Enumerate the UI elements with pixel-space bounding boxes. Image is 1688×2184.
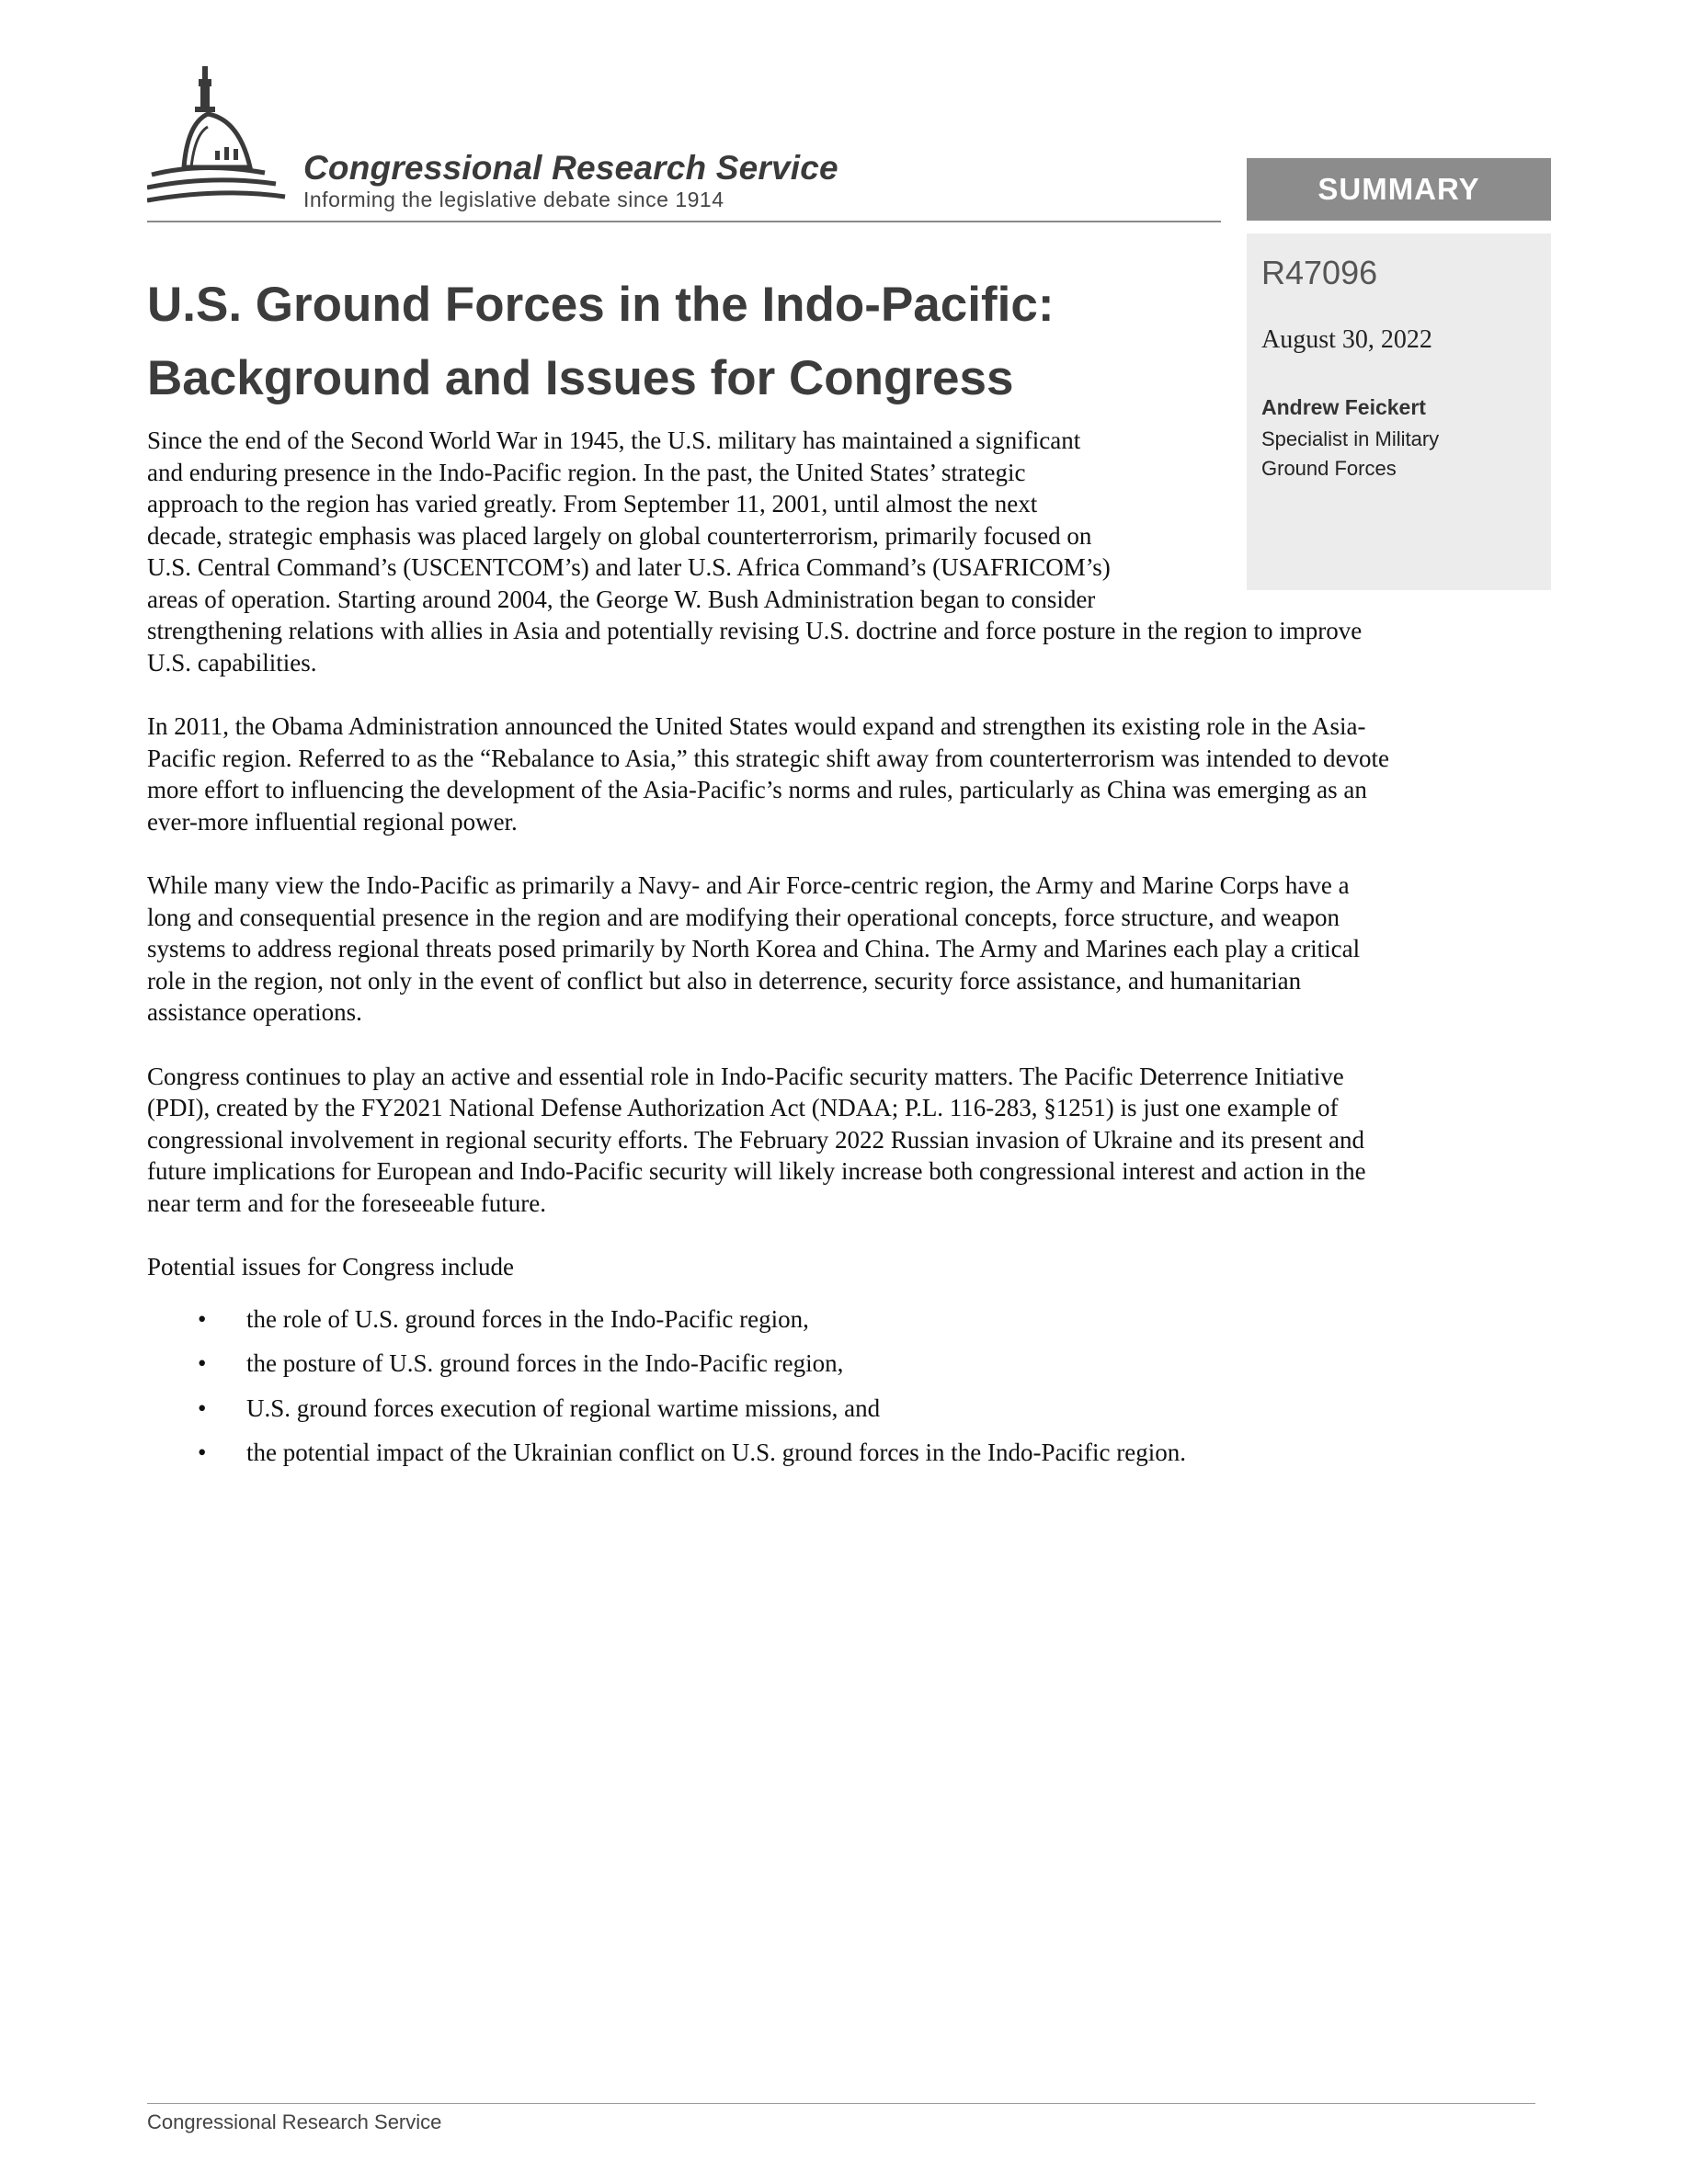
bullet-icon: • xyxy=(198,1349,207,1377)
bullet-icon: • xyxy=(198,1304,207,1333)
list-item-text: U.S. ground forces execution of regional wartime missions, and xyxy=(246,1393,881,1422)
text-line: areas of operation. Starting around 2004, the George W. Bush Administration began to consider xyxy=(147,585,1096,613)
list-item xyxy=(147,1437,1526,1469)
text-line: strengthening relations with allies in Asia and potentially revising U.S. doctrine and force posture in the region to improve xyxy=(147,617,1363,644)
summary-label: SUMMARY xyxy=(1247,158,1551,221)
text-line: future implications for European and Indo-Pacific security will likely increase both congressional interest and action in the xyxy=(147,1157,1366,1185)
paragraph-3 xyxy=(147,870,1526,1029)
text-line: and enduring presence in the Indo-Pacific region. In the past, the United States’ strategic xyxy=(147,458,1026,486)
text-line: While many view the Indo-Pacific as primarily a Navy- and Air Force-centric region, the Army and Marine Corps have a xyxy=(147,871,1350,899)
text-line: role in the region, not only in the event of conflict but also in deterrence, security force assistance, and humanitarian xyxy=(147,966,1302,995)
text-line: ever-more influential regional power. xyxy=(147,807,518,836)
list-item xyxy=(147,1303,1526,1336)
summary-body xyxy=(147,425,1526,1482)
text-line: assistance operations. xyxy=(147,998,362,1026)
list-item-text: the role of U.S. ground forces in the Indo-Pacific region, xyxy=(246,1304,809,1333)
paragraph-1 xyxy=(147,425,1526,678)
text-line: near term and for the foreseeable future. xyxy=(147,1189,547,1217)
list-item xyxy=(147,1393,1526,1425)
paragraph-5 xyxy=(147,1251,1526,1283)
org-brand xyxy=(303,149,838,212)
text-line: U.S. Central Command’s (USCENTCOM’s) and later U.S. Africa Command’s (USAFRICOM’s) xyxy=(147,553,1111,581)
text-line: In 2011, the Obama Administration announced the United States would expand and strengthen its existing role in the Asia- xyxy=(147,712,1366,740)
footer-divider xyxy=(147,2103,1535,2104)
page-footer: Congressional Research Service xyxy=(147,2110,442,2133)
list-item-text: the posture of U.S. ground forces in the Indo-Pacific region, xyxy=(246,1349,844,1377)
header-divider xyxy=(147,221,1221,222)
text-line: more effort to influencing the development of the Asia-Pacific’s norms and rules, particularly as China was emerging as an xyxy=(147,776,1367,803)
report-number: R47096 xyxy=(1261,254,1378,291)
paragraph-2 xyxy=(147,711,1526,837)
list-item xyxy=(147,1348,1526,1380)
text-line: (PDI), created by the FY2021 National Defense Authorization Act (NDAA; P.L. 116-283, §1251) is just one example of xyxy=(147,1094,1339,1121)
text-line: Congress continues to play an active and essential role in Indo-Pacific security matters. The Pacific Deterrence Initiative xyxy=(147,1062,1344,1090)
author-name: Andrew Feickert xyxy=(1261,395,1426,419)
bullet-icon: • xyxy=(198,1393,207,1422)
text-line: congressional involvement in regional security efforts. The February 2022 Russian invasion of Ukraine and its present and xyxy=(147,1125,1364,1154)
report-title-line: Background and Issues for Congress xyxy=(147,351,1014,405)
org-tagline: Informing the legislative debate since 1914 xyxy=(303,188,724,211)
paragraph-4 xyxy=(147,1061,1526,1220)
text-line: Pacific region. Referred to as the “Rebalance to Asia,” this strategic shift away from counterterrorism was intended to devote xyxy=(147,744,1390,772)
text-line: Since the end of the Second World War in 1945, the U.S. military has maintained a significant xyxy=(147,427,1081,454)
bullet-icon: • xyxy=(198,1439,207,1466)
capitol-dome-logo-icon xyxy=(147,59,313,215)
text-line: long and consequential presence in the region and are modifying their operational concepts, force structure, and weapon xyxy=(147,903,1340,931)
author-role-line: Ground Forces xyxy=(1261,457,1397,480)
text-line: systems to address regional threats posed primarily by North Korea and China. The Army and Marines each play a critical xyxy=(147,935,1361,962)
text-line: Potential issues for Congress include xyxy=(147,1253,514,1280)
text-line: decade, strategic emphasis was placed largely on global counterterrorism, primarily focused on xyxy=(147,521,1092,550)
list-item-text: the potential impact of the Ukrainian conflict on U.S. ground forces in the Indo-Pacific region. xyxy=(246,1439,1186,1466)
report-title-line: U.S. Ground Forces in the Indo-Pacific: xyxy=(147,278,1055,332)
report-date: August 30, 2022 xyxy=(1261,325,1432,354)
author-role-line: Specialist in Military xyxy=(1261,427,1440,450)
report-title xyxy=(147,268,1204,415)
issues-list xyxy=(147,1303,1526,1469)
text-line: U.S. capabilities. xyxy=(147,648,317,677)
org-name: Congressional Research Service xyxy=(303,149,838,187)
text-line: approach to the region has varied greatly. From September 11, 2001, until almost the next xyxy=(147,490,1038,518)
